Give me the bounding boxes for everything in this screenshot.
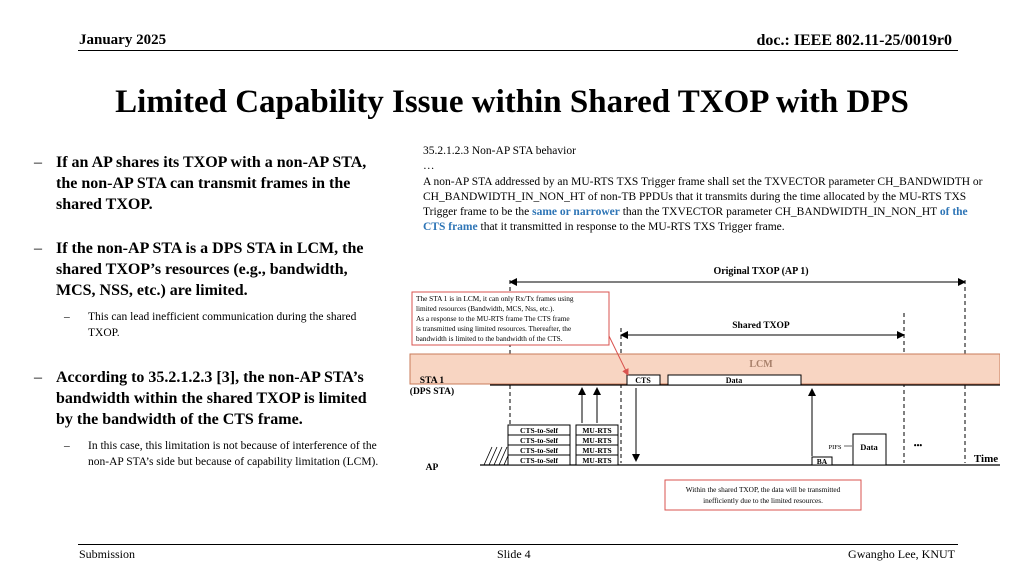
mu-rts-3: MU-RTS: [582, 446, 612, 455]
sta-label: STA 1: [419, 376, 445, 386]
header-divider: [78, 50, 958, 51]
cts-to-self-2: CTS-to-Self: [520, 436, 558, 445]
mu-rts-2: MU-RTS: [582, 436, 612, 445]
original-txop-label: Original TXOP (AP 1): [713, 266, 809, 277]
spec-text-before: A non-AP STA addressed by an MU-RTS TXS Trigger frame shall set the TXVECTOR parameter CH_BANDWIDTH or CH_BANDWIDTH_IN_NON_HT of non-TB PPDUs that it transmits during the time allocated by the MU-RTS TXS Trigger frame to be the: [423, 175, 983, 219]
cts-frame-label: CTS: [635, 376, 651, 385]
spec-highlight-same-or-narrower: same or narrower: [532, 206, 620, 219]
inefficiency-note-line-2: inefficiently due to the limited resources.: [703, 496, 823, 505]
footer-author: Gwangho Lee, KNUT: [848, 547, 955, 561]
cts-to-self-4: CTS-to-Self: [520, 456, 558, 465]
bullet-1: – If an AP shares its TXOP with a non-AP STA, the non-AP STA can transmit frames in the shared TXOP.: [34, 152, 379, 215]
sta-label-dps: (DPS STA): [409, 387, 455, 397]
sta-data-label: Data: [725, 376, 743, 385]
shared-txop-label: Shared TXOP: [732, 321, 790, 331]
cts-to-self-3: CTS-to-Self: [520, 446, 558, 455]
spec-ellipsis: …: [423, 160, 435, 173]
spec-text-middle: than the TXVECTOR parameter CH_BANDWIDTH_IN_NON_HT: [619, 206, 940, 219]
pifs-label: PIFS: [828, 444, 842, 451]
spec-body: [423, 175, 983, 236]
bullet-2: – If the non-AP STA is a DPS STA in LCM, the shared TXOP’s resources (e.g., bandwidth, MCS, NSS, etc.) are limited.: [34, 238, 379, 301]
continuation-dots: •••: [913, 441, 923, 450]
lcm-note-line-4: is transmitted using limited resources. Thereafter, the: [416, 324, 572, 333]
footer-divider: [78, 544, 958, 545]
backoff-hatch: [484, 447, 510, 465]
spec-text-after: that it transmitted in response to the MU-RTS TXS Trigger frame.: [477, 221, 785, 234]
lcm-note-line-3: As a response to the MU-RTS frame The CTS frame: [416, 314, 570, 323]
lcm-note-line-5: bandwidth is limited to the bandwidth of the CTS.: [416, 334, 563, 343]
ap-label: AP: [425, 463, 439, 473]
bullet-3-sub: – In this case, this limitation is not because of interference of the non-AP STA’s side but because of capability limitation (LCM).: [34, 438, 379, 470]
header-doc-id: doc.: IEEE 802.11-25/0019r0: [756, 32, 952, 49]
spec-excerpt: [423, 144, 983, 236]
inefficiency-note-line-1: Within the shared TXOP, the data will be transmitted: [685, 485, 841, 494]
mu-rts-4: MU-RTS: [582, 456, 612, 465]
cts-to-self-1: CTS-to-Self: [520, 426, 558, 435]
ba-label: BA: [816, 457, 828, 466]
ap-data-label: Data: [860, 442, 878, 452]
mu-rts-stack: [576, 425, 618, 465]
bullet-3: – According to 35.2.1.2.3 [3], the non-AP STA’s bandwidth within the shared TXOP is limited by the bandwidth of the CTS frame.: [34, 367, 379, 430]
slide-title: Limited Capability Issue within Shared TXOP with DPS: [115, 84, 909, 120]
time-label: Time: [973, 453, 999, 465]
spec-highlight-of-cts-frame: of the CTS frame: [423, 206, 968, 234]
spec-heading: 35.2.1.2.3 Non-AP STA behavior: [423, 145, 576, 157]
lcm-label: LCM: [749, 359, 773, 370]
lcm-note-line-1: The STA 1 is in LCM, it can only Rx/Tx frames using: [416, 294, 574, 303]
cts-to-self-stack: [508, 425, 570, 465]
footer-submission: Submission: [79, 547, 136, 561]
footer-slide-number: Slide 4: [497, 547, 531, 561]
bullet-2-sub: – This can lead inefficient communication during the shared TXOP.: [34, 309, 379, 341]
bullet-list: [34, 152, 379, 496]
mu-rts-1: MU-RTS: [582, 426, 612, 435]
header-date: January 2025: [79, 32, 167, 48]
lcm-note-line-2: limited resources (Bandwidth, MCS, Nss, etc.).: [416, 304, 555, 313]
txop-timeline-diagram: [400, 258, 1000, 516]
